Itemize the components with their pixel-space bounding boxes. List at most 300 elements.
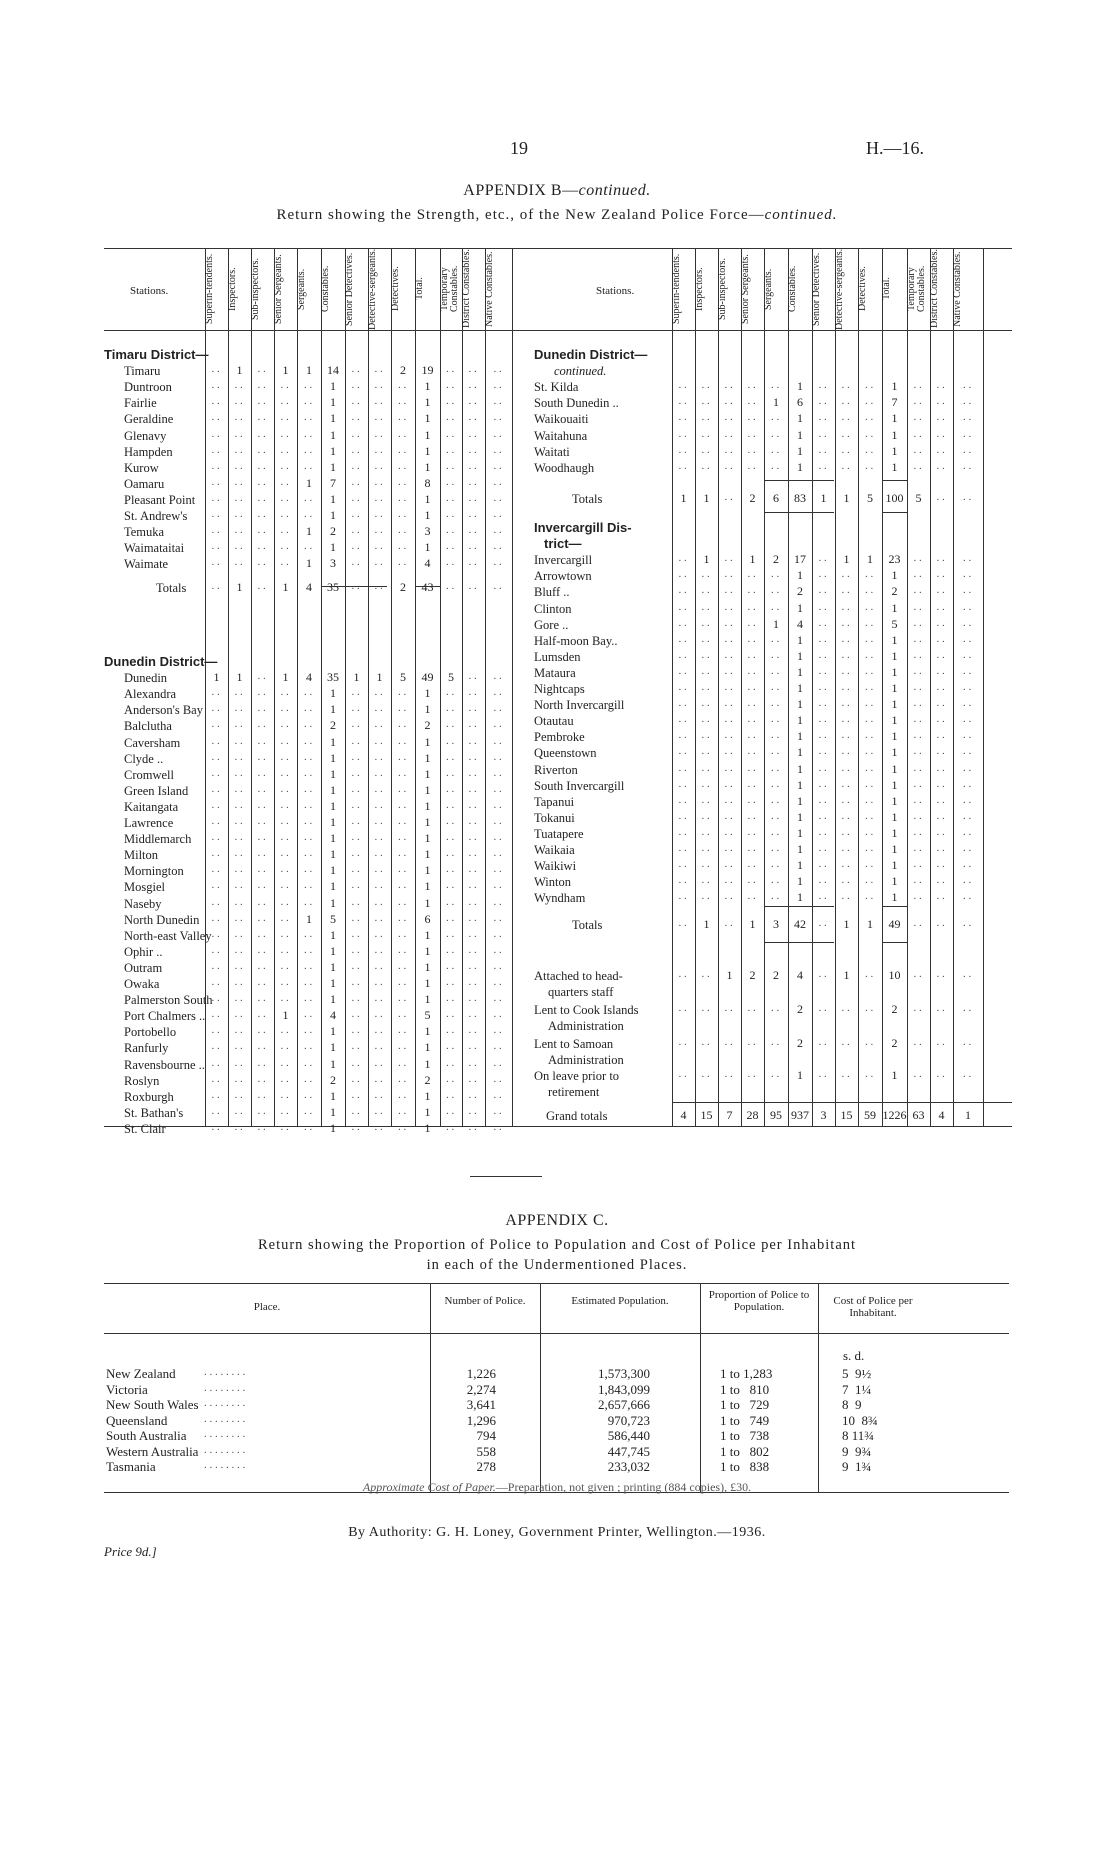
- leader-dots: . .: [493, 992, 502, 1005]
- leader-dots: . .: [865, 745, 874, 758]
- table-cell: 1: [891, 890, 898, 905]
- table-cell: 1: [680, 491, 687, 505]
- leader-dots: . .: [818, 568, 827, 581]
- totals-rule: [882, 942, 907, 943]
- leader-dots: . .: [257, 556, 266, 569]
- table-cell: 1: [891, 729, 898, 744]
- leader-dots: . .: [234, 411, 243, 424]
- leader-dots: . .: [493, 379, 502, 392]
- table-cell: 1: [773, 616, 779, 631]
- leader-dots: . .: [234, 1120, 243, 1133]
- leader-dots: . .: [257, 815, 266, 827]
- leader-dots: . .: [936, 697, 945, 710]
- table-cell: 1: [330, 411, 336, 426]
- leader-dots: . .: [351, 959, 360, 972]
- leader-dots: . .: [211, 1040, 220, 1053]
- leader-dots: . .: [446, 1088, 455, 1101]
- leader-dots: . .: [304, 959, 313, 972]
- leader-dots: . .: [818, 1036, 827, 1048]
- leader-dots: . .: [211, 411, 220, 424]
- population: 1,843,099: [598, 1381, 650, 1397]
- leader-dots: . .: [747, 632, 756, 645]
- leader-dots: . .: [841, 1068, 850, 1080]
- column-divider: [274, 248, 275, 1126]
- document-reference: H.—16.: [866, 138, 924, 158]
- leader-dots: . .: [913, 713, 922, 726]
- column-header: Sergeants.: [763, 268, 774, 310]
- leader-dots: . .: [701, 825, 710, 838]
- leader-dots: . .: [818, 793, 827, 806]
- leader-dots: . .: [841, 616, 850, 629]
- leader-dots: . .: [493, 750, 502, 763]
- leader-dots: . .: [398, 815, 407, 827]
- leader-dots: . .: [468, 395, 477, 408]
- table-cell: 1: [306, 363, 312, 378]
- leader-dots: . .: [280, 443, 289, 456]
- leader-dots: . .: [818, 552, 827, 565]
- leader-dots: . .: [211, 459, 220, 472]
- leader-dots: . .: [257, 782, 266, 795]
- station-name: Riverton: [534, 762, 578, 777]
- table-cell: 1: [797, 443, 803, 458]
- leader-dots: . .: [374, 411, 383, 424]
- leader-dots: . .: [374, 395, 383, 408]
- leader-dots: . .: [211, 959, 220, 972]
- leader-dots: . .: [234, 879, 243, 892]
- leader-dots: . .: [374, 847, 383, 860]
- table-cell: 2: [773, 968, 779, 982]
- leader-dots: . .: [818, 890, 827, 903]
- leader-dots: . .: [747, 793, 756, 806]
- table-cell: 1: [236, 580, 243, 595]
- table-cell: 1: [424, 943, 431, 958]
- table-cell: 1: [424, 379, 431, 394]
- appendix-c-subtitle-line1: Return showing the Proportion of Police to Population and Cost of Police per Inhabitant: [257, 1237, 857, 1253]
- table-cell: 42: [794, 917, 806, 931]
- table-cell: 1: [424, 879, 431, 894]
- leader-dots: . .: [771, 761, 780, 774]
- table-cell: 1: [797, 761, 803, 776]
- leader-dots: . .: [468, 766, 477, 779]
- table-cell: 1: [843, 917, 850, 931]
- column-header: Detective-sergeants.: [834, 248, 845, 330]
- table-cell: 1: [330, 750, 336, 765]
- leader-dots: . .: [913, 443, 922, 456]
- table-cell: 43: [421, 580, 434, 595]
- leader-dots: . .: [913, 729, 922, 742]
- proportion: 1 to 729: [720, 1397, 770, 1412]
- leader-dots: . .: [446, 927, 455, 940]
- leader-dots: . .: [257, 686, 266, 699]
- leader-dots: . .: [351, 1008, 360, 1021]
- leader-dots: . .: [374, 540, 383, 553]
- leader-dots: . .: [280, 702, 289, 715]
- leader-dots: . .: [374, 1088, 383, 1101]
- leader-dots: . .: [234, 847, 243, 860]
- leader-dots: . .: [398, 1024, 407, 1037]
- column-header: Number of Police.: [444, 1295, 526, 1307]
- leader-dots: . .: [493, 363, 502, 376]
- table-cell: 1: [703, 491, 710, 505]
- leader-dots: . .: [493, 459, 502, 472]
- leader-dots: . .: [374, 798, 383, 811]
- station-name: Tapanui: [534, 794, 575, 809]
- leader-dots: . .: [398, 508, 407, 520]
- appendix-b-subtitle: Return showing the Strength, etc., of the New Zealand Police Force—continued.: [276, 207, 838, 223]
- table-cell: 2: [400, 363, 406, 378]
- leader-dots: . .: [351, 992, 360, 1005]
- leader-dots: . .: [865, 713, 874, 726]
- leader-dots: . .: [257, 508, 266, 520]
- leader-dots: . .: [724, 1002, 733, 1014]
- leader-dots: . .: [234, 556, 243, 569]
- leader-dots: . .: [234, 475, 243, 488]
- station-name: North Dunedin: [124, 912, 200, 927]
- leader-dots: . .: [913, 917, 922, 929]
- page-number: 19: [510, 138, 528, 158]
- leader-dots: . .: [257, 863, 266, 876]
- continued-label: continued.: [554, 364, 607, 379]
- leader-dots: . .: [865, 379, 874, 392]
- leader-dots: . .: [493, 718, 502, 731]
- leader-dots: . .: [211, 1008, 220, 1021]
- leader-dots: . .: [493, 580, 502, 593]
- leader-dots: . .: [841, 825, 850, 838]
- leader-dots: . .: [304, 831, 313, 844]
- leader-dots: . .: [724, 491, 733, 503]
- leader-dots: . .: [211, 427, 220, 440]
- leader-dots: . .: [493, 443, 502, 456]
- leader-dots: . .: [841, 713, 850, 726]
- leader-dots: . .: [211, 379, 220, 392]
- leader-dots: . .: [234, 750, 243, 763]
- column-header: Constables.: [320, 265, 331, 313]
- leader-dots: . .: [724, 874, 733, 887]
- cost-per-inhabitant: 8 9: [842, 1397, 862, 1412]
- table-cell: 1: [424, 734, 431, 749]
- leader-dots: . .: [351, 782, 360, 795]
- leader-dots: . .: [446, 815, 455, 827]
- table-cell: 1: [797, 379, 803, 394]
- leader-dots: . .: [446, 475, 455, 488]
- leader-dots: . .: [468, 686, 477, 699]
- leader-dots: . .: [234, 1056, 243, 1069]
- table-cell: 1: [797, 793, 803, 808]
- leader-dots: . .: [865, 874, 874, 887]
- leader-dots: . .: [234, 491, 243, 504]
- leader-dots: . .: [493, 395, 502, 408]
- station-name: Pleasant Point: [124, 492, 196, 507]
- table-cell: 1: [424, 1024, 431, 1039]
- leader-dots: . .: [747, 664, 756, 677]
- leader-dots: . .: [304, 863, 313, 876]
- leader-dots: . .: [865, 664, 874, 677]
- leader-dots: . .: [234, 959, 243, 972]
- leader-dots: . .: [678, 443, 687, 456]
- table-cell: 17: [794, 552, 806, 567]
- station-name: Oamaru: [124, 476, 165, 491]
- leader-dots: . .: [234, 992, 243, 1005]
- table-cell: 2: [330, 524, 336, 539]
- leader-dots: . .: [468, 1040, 477, 1053]
- proportion: 1 to 738: [720, 1428, 770, 1443]
- leader-dots: . .: [913, 616, 922, 629]
- table-cell: 1: [891, 858, 898, 873]
- table-cell: 1: [891, 664, 898, 679]
- leader-dots: . .: [468, 976, 477, 988]
- leader-dots: . .: [211, 475, 220, 488]
- leader-dots: . .: [351, 540, 360, 553]
- leader-dots: . .: [374, 718, 383, 731]
- leader-dots: . .: [351, 580, 360, 593]
- column-header: Estimated Population.: [571, 1295, 669, 1307]
- leader-dots: . .: [257, 1088, 266, 1101]
- leader-dots: . .: [493, 879, 502, 892]
- leader-dots: . .: [724, 745, 733, 758]
- leader-dots: . .: [257, 379, 266, 392]
- leader-dots: . .: [211, 1120, 220, 1133]
- price: Price 9d.]: [104, 1544, 157, 1559]
- leader-dots: . .: [678, 648, 687, 661]
- leader-dots: . .: [398, 766, 407, 779]
- column-header: Total.: [881, 277, 892, 301]
- table-cell: 5: [867, 491, 873, 505]
- table-cell: 1: [797, 874, 803, 889]
- leader-dots: . .: [304, 686, 313, 699]
- leader-dots: . .: [701, 600, 710, 613]
- leader-dots: . .: [936, 917, 945, 929]
- leader-dots: . .: [724, 600, 733, 613]
- leader-dots: . .: [468, 815, 477, 827]
- table-cell: 1: [424, 702, 431, 717]
- leader-dots: . .: [936, 1036, 945, 1048]
- leader-dots: . .: [446, 1072, 455, 1085]
- leader-dots: . .: [257, 363, 266, 376]
- leader-dots: . .: [493, 831, 502, 844]
- table-cell: 1: [424, 395, 431, 410]
- police-count: 794: [476, 1428, 496, 1443]
- leader-dots: . .: [493, 943, 502, 956]
- leader-dots: . .: [963, 1002, 972, 1014]
- leader-dots: . .: [913, 552, 922, 565]
- leader-dots: . .: [841, 395, 850, 408]
- leader-dots: . .: [747, 411, 756, 424]
- station-name: Green Island: [124, 783, 189, 798]
- leader-dots: . .: [304, 443, 313, 456]
- leader-dots: . .: [304, 427, 313, 440]
- leader-dots: . .: [865, 459, 874, 472]
- leader-dots: . .: [468, 863, 477, 876]
- station-name: Middlemarch: [124, 832, 192, 847]
- leader-dots: . .: [446, 1024, 455, 1037]
- leader-dots: . .: [257, 895, 266, 908]
- leader-dots: . .: [841, 443, 850, 456]
- station-name: Geraldine: [124, 412, 174, 427]
- leader-dots: . .: [304, 1120, 313, 1133]
- leader-dots: . .: [936, 443, 945, 456]
- column-header: Total.: [414, 277, 425, 301]
- leader-dots: . .: [724, 584, 733, 597]
- leader-dots: . .: [936, 600, 945, 613]
- leader-dots: . .: [701, 761, 710, 774]
- leader-dots: . .: [678, 616, 687, 629]
- leader-dots: . .: [701, 809, 710, 822]
- leader-dots: . .: [936, 713, 945, 726]
- station-name: Winton: [534, 875, 571, 890]
- station-name: Waitati: [534, 444, 570, 459]
- leader-dots: . .: [678, 745, 687, 758]
- leader-dots: . .: [771, 568, 780, 581]
- leader-dots: . .: [374, 992, 383, 1005]
- table-cell: 4: [306, 670, 312, 685]
- leader-dots: . .: [257, 734, 266, 747]
- leader-dots: . .: [304, 976, 313, 988]
- column-divider: [251, 248, 252, 1126]
- leader-dots: . .: [841, 411, 850, 424]
- column-divider: [695, 248, 696, 1126]
- leader-dots: . .: [818, 874, 827, 887]
- leader-dots: . .: [446, 1104, 455, 1117]
- station-name: Port Chalmers ..: [124, 1009, 206, 1024]
- leader-dots: . .: [913, 395, 922, 408]
- leader-dots: . .: [936, 616, 945, 629]
- leader-dots: . .: [678, 858, 687, 871]
- leader-dots: . .: [468, 718, 477, 731]
- station-name: Clyde ..: [124, 751, 164, 766]
- leader-dots: . .: [211, 895, 220, 908]
- table-cell: 1: [749, 552, 756, 567]
- population: 233,032: [607, 1459, 650, 1474]
- district-heading: Invercargill Dis-: [534, 520, 632, 535]
- column-header: Sub-inspectors.: [250, 258, 261, 320]
- leader-dots: . .: [280, 475, 289, 488]
- leader-dots: . .: [304, 1024, 313, 1037]
- leader-dots: . .: [398, 491, 407, 504]
- leader-dots: . .: [374, 363, 383, 376]
- leader-dots: . .: [818, 616, 827, 629]
- leader-dots: . .: [841, 793, 850, 806]
- leader-dots: . .: [701, 793, 710, 806]
- leader-dots: . .: [724, 842, 733, 854]
- cost-per-inhabitant: 5 9½: [842, 1366, 872, 1381]
- table-cell: 100: [885, 491, 904, 505]
- leader-dots: . .: [771, 681, 780, 693]
- table-cell: 1: [330, 686, 336, 701]
- leader-dots: . .: [771, 459, 780, 472]
- proportion: 1 to 810: [720, 1381, 770, 1397]
- leader-dots: . .: [747, 600, 756, 613]
- leader-dots: . .: [818, 917, 827, 929]
- leader-dots: . .: [963, 1068, 972, 1080]
- leader-dots: . . . . . . . .: [204, 1443, 246, 1456]
- leader-dots: . .: [280, 895, 289, 908]
- table-cell: 1: [891, 874, 898, 889]
- table-cell: 1: [424, 831, 431, 846]
- station-name: Roxburgh: [124, 1089, 174, 1104]
- leader-dots: . .: [841, 761, 850, 774]
- leader-dots: . .: [724, 568, 733, 581]
- leader-dots: . .: [211, 911, 220, 924]
- leader-dots: . .: [818, 713, 827, 726]
- totals-rule: [764, 906, 834, 907]
- leader-dots: . .: [747, 616, 756, 629]
- leader-dots: . .: [234, 395, 243, 408]
- leader-dots: . .: [374, 702, 383, 715]
- column-header: Superin-tendents.: [671, 253, 682, 325]
- leader-dots: . .: [865, 427, 874, 440]
- leader-dots: . .: [865, 809, 874, 822]
- leader-dots: . .: [963, 729, 972, 742]
- leader-dots: . .: [234, 686, 243, 699]
- leader-dots: . .: [701, 632, 710, 645]
- leader-dots: . .: [257, 702, 266, 715]
- table-cell: 1: [797, 681, 803, 695]
- leader-dots: . .: [701, 745, 710, 758]
- column-divider: [700, 1283, 701, 1492]
- leader-dots: . .: [771, 842, 780, 854]
- column-header: Senior Detectives.: [344, 252, 355, 326]
- table-cell: 1: [330, 959, 336, 974]
- leader-dots: . .: [493, 556, 502, 569]
- leader-dots: . .: [234, 379, 243, 392]
- leader-dots: . .: [841, 777, 850, 790]
- leader-dots: . .: [724, 890, 733, 903]
- leader-dots: . .: [374, 895, 383, 908]
- leader-dots: . .: [468, 927, 477, 940]
- leader-dots: . .: [351, 976, 360, 988]
- table-cell: 1: [891, 379, 898, 394]
- station-name: Alexandra: [124, 687, 177, 702]
- leader-dots: . .: [398, 1056, 407, 1069]
- table-cell: 1: [306, 524, 312, 539]
- table-cell: 1: [424, 491, 431, 506]
- table-cell: 1: [867, 552, 873, 567]
- leader-dots: . .: [304, 395, 313, 408]
- leader-dots: . .: [280, 718, 289, 731]
- leader-dots: . .: [865, 761, 874, 774]
- leader-dots: . .: [257, 798, 266, 811]
- table-cell: 1: [797, 745, 803, 760]
- leader-dots: . .: [936, 411, 945, 424]
- leader-dots: . .: [446, 702, 455, 715]
- leader-dots: . .: [351, 556, 360, 569]
- table-cell: 4: [306, 580, 312, 595]
- station-name: retirement: [548, 1085, 600, 1100]
- leader-dots: . .: [493, 959, 502, 972]
- table-cell: 4: [424, 556, 431, 571]
- leader-dots: . .: [351, 734, 360, 747]
- leader-dots: . .: [493, 766, 502, 779]
- leader-dots: . .: [257, 992, 266, 1005]
- leader-dots: . .: [257, 1040, 266, 1053]
- leader-dots: . .: [468, 427, 477, 440]
- leader-dots: . .: [913, 1036, 922, 1048]
- leader-dots: . .: [234, 1088, 243, 1101]
- table-cell: 1: [891, 600, 898, 615]
- column-divider: [462, 248, 463, 1126]
- leader-dots: . .: [280, 734, 289, 747]
- leader-dots: . .: [747, 874, 756, 887]
- leader-dots: . .: [678, 777, 687, 790]
- leader-dots: . .: [963, 491, 972, 503]
- leader-dots: . .: [468, 847, 477, 860]
- leader-dots: . .: [374, 943, 383, 956]
- table-cell: 1: [330, 782, 336, 797]
- leader-dots: . .: [257, 411, 266, 424]
- table-cell: 1: [424, 863, 431, 878]
- leader-dots: . .: [374, 508, 383, 520]
- leader-dots: . .: [446, 847, 455, 860]
